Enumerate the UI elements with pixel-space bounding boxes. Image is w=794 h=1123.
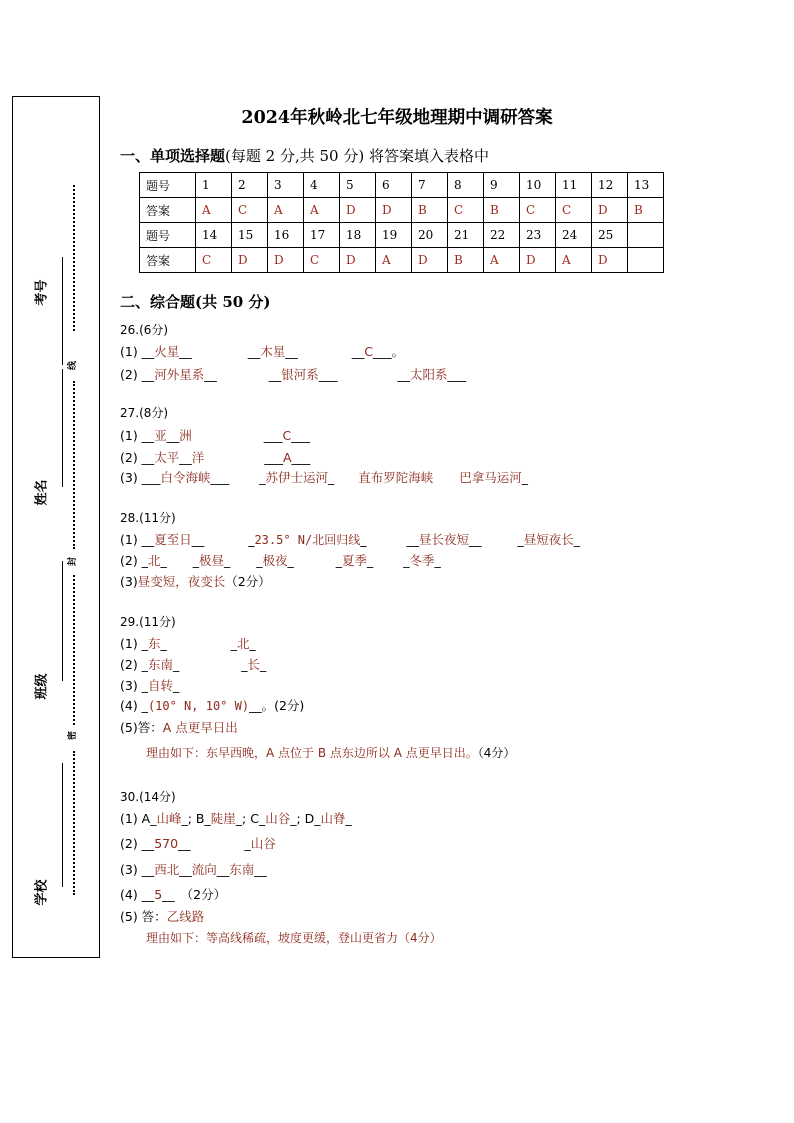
table-cell [628, 223, 664, 248]
table-cell: 题号 [140, 173, 196, 198]
table-cell: 20 [412, 223, 448, 248]
table-cell: 3 [268, 173, 304, 198]
table-cell: B [484, 198, 520, 223]
seal-char-secret: 密 [68, 730, 79, 741]
table-cell: A [556, 248, 592, 273]
q28-line1: (1) __夏至日__ _23.5° N/北回归线_ __昼长夜短__ _昼短夜长_ [120, 532, 580, 547]
table-row [140, 173, 664, 198]
table-cell: 11 [556, 173, 592, 198]
q30-line5: (5) 答：乙线路 [120, 909, 205, 924]
table-cell: D [268, 248, 304, 273]
table-cell: A [196, 198, 232, 223]
section1-heading: 一、单项选择题(每题 2 分,共 50 分) 将答案填入表格中 [120, 147, 489, 165]
q30-line4: (4) __5__ （2分） [120, 887, 227, 902]
table-cell: 13 [628, 173, 664, 198]
class-line [62, 561, 63, 681]
section2-heading: 二、综合题(共 50 分) [120, 293, 271, 311]
table-cell: 6 [376, 173, 412, 198]
q29-line1: (1) _东_ _北_ [120, 636, 256, 651]
table-cell: 18 [340, 223, 376, 248]
table-cell: 10 [520, 173, 556, 198]
table-cell: D [232, 248, 268, 273]
table-cell: 题号 [140, 223, 196, 248]
table-cell: D [520, 248, 556, 273]
table-cell: B [448, 248, 484, 273]
school-label: 学校 [34, 879, 50, 906]
seal-char-line: 线 [68, 360, 79, 371]
q28-line2: (2) _北_ _极昼_ _极夜_ _夏季_ _冬季_ [120, 553, 441, 568]
q26-heading: 26.(6分) [120, 323, 169, 337]
seal-dotted-line [73, 381, 75, 549]
table-cell: D [412, 248, 448, 273]
q29-line4: (4) _(10° N, 10° W)__。(2分) [120, 698, 305, 713]
table-cell: A [268, 198, 304, 223]
table-cell: A [484, 248, 520, 273]
table-row [140, 223, 664, 248]
table-cell: 答案 [140, 248, 196, 273]
q29-heading: 29.(11分) [120, 615, 176, 629]
table-cell: 1 [196, 173, 232, 198]
table-cell: 9 [484, 173, 520, 198]
q30-line1: (1) A_山峰_; B_陡崖_; C_山谷_; D_山脊_ [120, 811, 352, 826]
table-cell: D [592, 198, 628, 223]
table-cell: C [232, 198, 268, 223]
table-cell: C [448, 198, 484, 223]
exam-number-label: 考号 [34, 279, 50, 306]
table-cell: C [304, 248, 340, 273]
table-cell [628, 248, 664, 273]
table-cell: 23 [520, 223, 556, 248]
q27-line1: (1) __亚__洲 ___C___ [120, 428, 310, 443]
page-title: 2024年秋岭北七年级地理期中调研答案 [241, 108, 553, 128]
table-cell: 25 [592, 223, 628, 248]
table-cell: 4 [304, 173, 340, 198]
table-cell: 7 [412, 173, 448, 198]
table-cell: C [196, 248, 232, 273]
q30-line2: (2) __570__ _山谷 [120, 836, 276, 851]
binding-margin [12, 96, 100, 958]
q28-heading: 28.(11分) [120, 511, 176, 525]
name-line [62, 369, 63, 487]
seal-dotted-line [73, 575, 75, 725]
q30-line6: 理由如下：等高线稀疏，坡度更缓，登山更省力（4分） [146, 931, 442, 945]
table-cell: A [376, 248, 412, 273]
table-cell: 5 [340, 173, 376, 198]
table-cell: 12 [592, 173, 628, 198]
table-cell: 16 [268, 223, 304, 248]
q26-line2: (2) __河外星系__ __银河系___ __太阳系___ [120, 367, 467, 382]
q27-line3: (3) ___白令海峡___ _苏伊士运河_ 直布罗陀海峡 巴拿马运河_ [120, 470, 528, 485]
answer-table [139, 172, 664, 273]
table-cell: D [376, 198, 412, 223]
table-cell: D [340, 248, 376, 273]
table-cell: B [628, 198, 664, 223]
table-cell: 14 [196, 223, 232, 248]
table-cell: C [556, 198, 592, 223]
table-cell: 2 [232, 173, 268, 198]
q29-line5: (5)答：A 点更早日出 [120, 720, 238, 735]
table-cell: 21 [448, 223, 484, 248]
seal-dotted-line [73, 185, 75, 331]
q27-line2: (2) __太平__洋 ___A___ [120, 450, 311, 465]
q27-heading: 27.(8分) [120, 406, 169, 420]
table-cell: C [520, 198, 556, 223]
school-line [62, 763, 63, 887]
seal-dotted-line [73, 751, 75, 895]
table-cell: 答案 [140, 198, 196, 223]
table-cell: D [592, 248, 628, 273]
table-cell: 17 [304, 223, 340, 248]
table-cell: B [412, 198, 448, 223]
table-row [140, 198, 664, 223]
q29-line6: 理由如下：东早西晚，A 点位于 B 点东边所以 A 点更早日出。（4分） [146, 746, 516, 760]
q28-line3: (3)昼变短，夜变长（2分） [120, 574, 271, 589]
seal-char-seal: 封 [68, 556, 79, 567]
table-cell: 8 [448, 173, 484, 198]
table-cell: 15 [232, 223, 268, 248]
exam-number-line [62, 257, 63, 365]
table-cell: 22 [484, 223, 520, 248]
q29-line2: (2) _东南_ _长_ [120, 657, 267, 672]
q26-line1: (1) __火星__ __木星__ __C___。 [120, 344, 405, 359]
table-cell: A [304, 198, 340, 223]
q29-line3: (3) _自转_ [120, 678, 180, 693]
q30-heading: 30.(14分) [120, 790, 176, 804]
q30-line3: (3) __西北__流向__东南__ [120, 862, 267, 877]
table-cell: D [340, 198, 376, 223]
table-cell: 24 [556, 223, 592, 248]
table-cell: 19 [376, 223, 412, 248]
class-label: 班级 [34, 673, 50, 700]
table-row [140, 248, 664, 273]
name-label: 姓名 [34, 479, 50, 506]
